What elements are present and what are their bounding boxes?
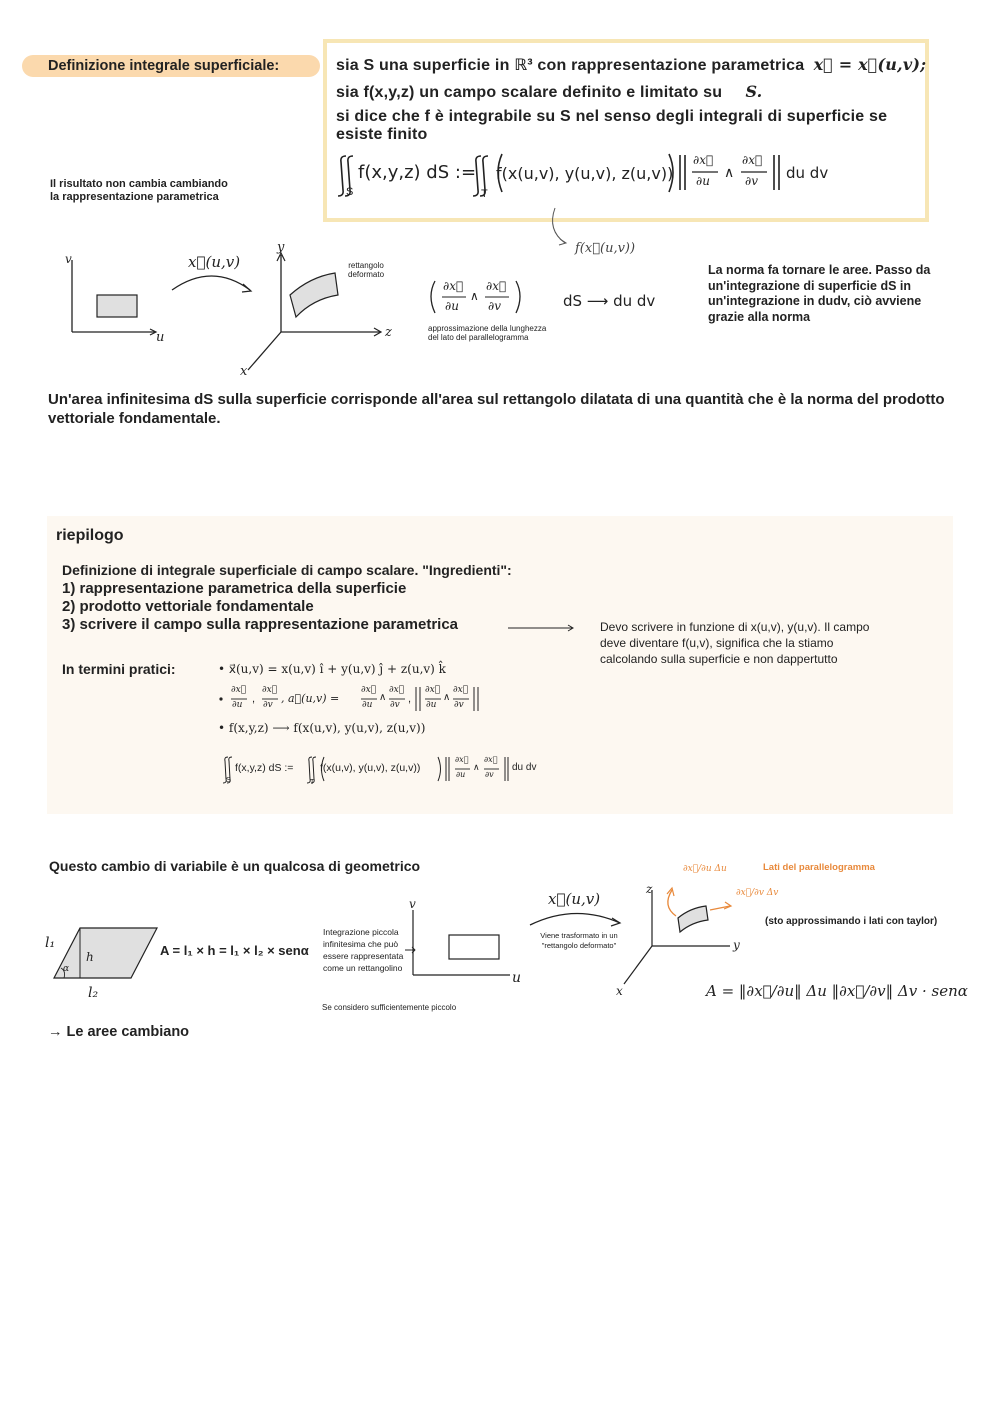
bp-4n: ∂x⃗ — [389, 685, 405, 695]
small-rectangle-note: Integrazione piccola infinitesima che può essere rappresentata come un rettangolino — [323, 927, 404, 973]
pw-u-den: ∂u — [445, 299, 459, 313]
sum-rhs: f(x(u,v), y(u,v), z(u,v)) — [320, 762, 421, 774]
summary-integral — [222, 755, 552, 787]
bp-w1: ∧ — [379, 692, 387, 703]
sum-vn: ∂x⃗ — [484, 755, 498, 764]
partial-u-num: ∂x⃗ — [693, 153, 714, 167]
sufficient-note: Se considero sufficientemente piccolo — [322, 1003, 457, 1012]
bp-5d: ∂u — [426, 700, 437, 710]
bp-3d: ∂u — [362, 700, 373, 710]
partial-v-num: ∂x⃗ — [742, 153, 763, 167]
parallelogram-area-formula: A = ‖∂x⃗/∂u‖ Δu ‖∂x⃗/∂v‖ Δv · senα — [706, 982, 968, 1000]
bullet-parametric: • x⃗(u,v) = x(u,v) î + y(u,v) ĵ + z(u,v) k̂ — [218, 662, 446, 676]
definition-line-2: sia f(x,y,z) un campo scalare definito e limitato su S. — [336, 82, 763, 101]
height-h: h — [86, 950, 94, 964]
top-axis-y: y — [277, 240, 285, 255]
bottom-axis-v: v — [409, 897, 416, 911]
partial-v-den: ∂v — [745, 174, 758, 188]
top-map-label: x⃗(u,v) — [188, 253, 241, 271]
top-axis-u: u — [156, 330, 165, 345]
sum-sub-T: T — [310, 779, 315, 786]
top-axis-z: z — [385, 325, 392, 340]
invariance-note: Il risultato non cambia cambiando la rappresentazione parametrica — [50, 178, 228, 203]
bp-4d: ∂v — [390, 700, 400, 710]
summary-step-1: 1) rappresentazione parametrica della superficie — [62, 580, 407, 597]
summary-note: Devo scrivere in funzione di x(u,v), y(u,v). Il campo deve diventare f(u,v), significa che la stiamo calcolando sulla superficie e non dappertutto — [600, 620, 870, 666]
side-l1: l₁ — [45, 935, 56, 951]
parallelogram-diagram — [40, 920, 170, 1000]
bottom-map-label: x⃗(u,v) — [548, 890, 601, 908]
wedge-symbol: ∧ — [724, 164, 735, 180]
integral-rhs: f(x(u,v), y(u,v), z(u,v)) — [496, 164, 674, 183]
bp-5n: ∂x⃗ — [425, 685, 441, 695]
bp-2n: ∂x⃗ — [262, 685, 278, 695]
top-axis-x: x — [240, 364, 248, 379]
bp-1d: ∂u — [232, 700, 243, 710]
pw-wedge: ∧ — [470, 289, 479, 303]
approximation-note: approssimazione della lunghezza del lato del parallelogramma — [428, 324, 547, 342]
conclusion: → Le aree cambiano — [48, 1024, 190, 1040]
bp-w2: ∧ — [443, 692, 451, 703]
dv-vector-label: ∂x⃗/∂v Δv — [736, 888, 779, 898]
definition-label: Definizione integrale superficiale: — [22, 55, 320, 77]
bp-3n: ∂x⃗ — [361, 685, 377, 695]
pw-u-num: ∂x⃗ — [443, 279, 464, 293]
sum-un: ∂x⃗ — [455, 755, 469, 764]
du-vector-label: ∂x⃗/∂u Δu — [683, 864, 727, 874]
sum-lhs: f(x,y,z) dS := — [235, 762, 294, 774]
bottom-uv-diagram — [405, 905, 525, 985]
bottom-axis-y: y — [733, 938, 740, 952]
bottom-axis-u: u — [512, 970, 522, 986]
geometry-title: Questo cambio di variabile è un qualcosa di geometrico — [49, 858, 421, 874]
definition-line-3: si dice che f è integrabile su S nel senso degli integrali di superficie se — [336, 108, 888, 125]
deformed-rectangle-note: rettangolo deformato — [348, 261, 385, 279]
area-paragraph: Un'area infinitesima dS sulla superficie corrisponde all'area sul rettangolo dilatata di una quantità che è la norma del prodotto vettoriale fondamentale. — [48, 391, 945, 427]
bullet-partials — [218, 685, 498, 715]
bp-comma2: , — [408, 693, 412, 705]
summary-intro: Definizione di integrale superficiale di campo scalare. "Ingredienti": — [62, 562, 512, 578]
partial-u-den: ∂u — [696, 174, 710, 188]
angle-alpha: α — [63, 964, 70, 974]
summary-title: riepilogo — [56, 527, 124, 544]
definition-line-1: sia S una superficie in ℝ³ con rappresentazione parametrica x⃗ = x⃗(u,v); — [336, 55, 927, 74]
summary-arrow — [508, 622, 578, 634]
sum-ud: ∂u — [456, 770, 466, 779]
surface-subscript: S — [346, 186, 354, 198]
integral-lhs: f(x,y,z) dS := — [358, 162, 477, 183]
small-rect-arrow — [405, 945, 417, 955]
pw-v-den: ∂v — [488, 299, 501, 313]
side-l2: l₂ — [88, 985, 99, 1001]
domain-subscript: T — [481, 188, 488, 200]
bp-6d: ∂v — [454, 700, 464, 710]
integral-end: du dv — [786, 164, 829, 182]
definition-line-4: esiste finito — [336, 126, 428, 143]
ds-mapping: dS ⟶ du dv — [563, 292, 656, 310]
partial-wedge-expression — [428, 278, 528, 318]
sum-w: ∧ — [473, 762, 480, 772]
sum-vd: ∂v — [485, 770, 494, 779]
bp-1n: ∂x⃗ — [231, 685, 247, 695]
pw-v-num: ∂x⃗ — [486, 279, 507, 293]
bp-2d: ∂v — [263, 700, 273, 710]
bp-a-label: , a⃗(u,v) = — [281, 692, 340, 705]
transformed-note: Viene trasformato in un "rettangolo deformato" — [540, 931, 618, 950]
sum-sub-S: S — [226, 777, 231, 784]
taylor-note: (sto approssimando i lati con taylor) — [765, 916, 938, 927]
bottom-axis-z: z — [646, 882, 653, 896]
bottom-axis-x: x — [616, 984, 623, 998]
sum-end: du dv — [512, 762, 537, 773]
top-axis-v: v — [65, 252, 72, 266]
arrow-note: f(x⃗(u,v)) — [575, 241, 636, 256]
parallelogram-sides-note: Lati del parallelogramma — [763, 862, 875, 873]
summary-step-3: 3) scrivere il campo sulla rappresentazione parametrica — [62, 616, 459, 633]
area-formula: A = l₁ × h = l₁ × l₂ × senα — [160, 943, 309, 958]
bullet-field: • f(x,y,z) ⟶ f(x(u,v), y(u,v), z(u,v)) — [218, 721, 426, 735]
definition-integral — [336, 152, 896, 202]
practical-label: In termini pratici: — [62, 661, 176, 677]
summary-step-2: 2) prodotto vettoriale fondamentale — [62, 598, 314, 615]
bp-comma: , — [252, 693, 256, 705]
norm-note: La norma fa tornare le aree. Passo da un'integrazione di superficie dS in un'integrazione in dudv, ciò avviene grazie alla norma — [708, 263, 931, 324]
bp-6n: ∂x⃗ — [453, 685, 469, 695]
